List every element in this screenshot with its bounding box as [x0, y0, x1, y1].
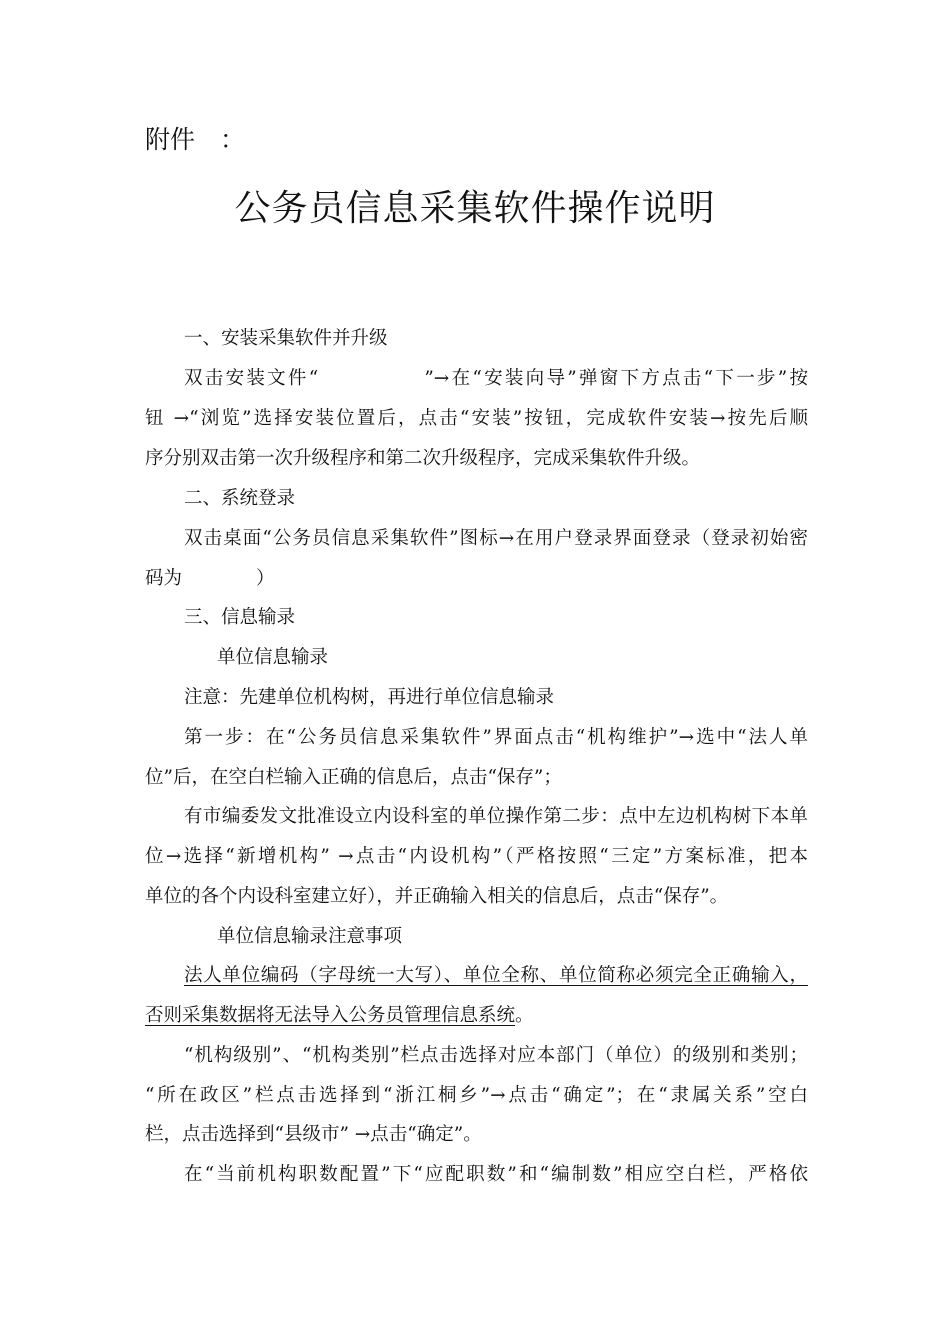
paragraph-line: 钮 →“浏览”选择安装位置后，点击“安装”按钮，完成软件安装→按先后顺 [145, 408, 808, 429]
document-title: 公务员信息采集软件操作说明 [234, 188, 716, 229]
warning-line-2 [145, 1007, 534, 1026]
paragraph-line: “机构级别”、“机构类别”栏点击选择对应本部门（单位）的级别和类别； [184, 1045, 808, 1066]
attachment-label: 附件 ： [145, 125, 246, 154]
paragraph-line: 单位的各个内设科室建立好），并正确输入相关的信息后，点击“保存”。 [145, 886, 729, 907]
subsection-heading: 单位信息输录注意事项 [217, 926, 403, 947]
underlined-warning-text: 否则采集数据将无法导入公务员管理信息系统 [145, 1005, 516, 1026]
paragraph-line: “所在政区”栏点击选择到“浙江桐乡”→点击“确定”；在“隶属关系”空白 [145, 1085, 808, 1106]
section-2-heading: 二、系统登录 [184, 488, 296, 509]
paragraph-line: 双击安装文件“ ”→在“安装向导”弹窗下方点击“下一步”按 [184, 368, 808, 389]
paragraph-line: 第一步：在“公务员信息采集软件”界面点击“机构维护”→选中“法人单 [184, 727, 808, 748]
paragraph-line: 码为 ） [145, 568, 275, 589]
paragraph-line: 栏，点击选择到“县级市” →点击“确定”。 [145, 1124, 482, 1145]
paragraph-line: 序分别双击第一次升级程序和第二次升级程序，完成采集软件升级。 [145, 448, 701, 469]
paragraph-line: 位”后，在空白栏输入正确的信息后，点击“保存”； [145, 767, 562, 788]
paragraph-line: 位→选择“新增机构” →点击“内设机构”（严格按照“三定”方案标准，把本 [145, 846, 808, 867]
section-1-heading: 一、安装采集软件并升级 [184, 328, 388, 349]
underlined-warning-line: 法人单位编码（字母统一大写）、单位全称、单位简称必须完全正确输入， [184, 965, 808, 986]
paragraph-line: 在“当前机构职数配置”下“应配职数”和“编制数”相应空白栏，严格依 [184, 1164, 808, 1185]
paragraph-line: 双击桌面“公务员信息采集软件”图标→在用户登录界面登录（登录初始密 [184, 528, 808, 549]
section-3-heading: 三、信息输录 [184, 607, 296, 628]
paragraph-line: 有市编委发文批准设立内设科室的单位操作第二步：点中左边机构树下本单 [184, 806, 808, 827]
subsection-heading: 单位信息输录 [217, 647, 329, 668]
warning-period: 。 [515, 1005, 534, 1026]
note-line: 注意：先建单位机构树，再进行单位信息输录 [184, 687, 555, 708]
